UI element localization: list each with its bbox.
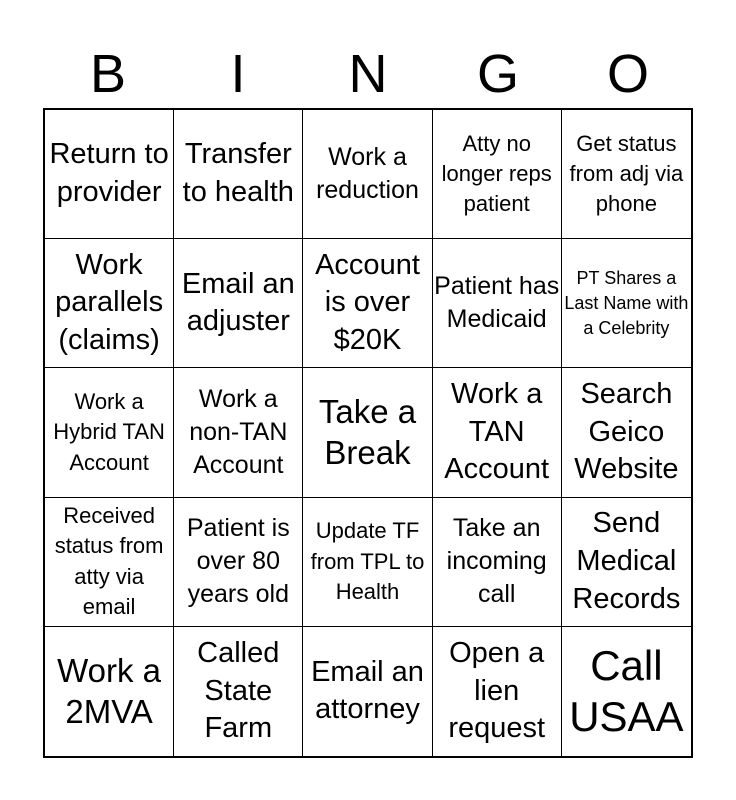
cell-text: Work a Hybrid TAN Account (53, 388, 165, 475)
header-letter-g: G (476, 44, 519, 104)
bingo-cell[interactable] (45, 110, 174, 239)
cell-text: Search Geico Website (574, 377, 679, 486)
bingo-cell[interactable] (45, 239, 174, 368)
bingo-header (43, 40, 693, 108)
cell-text: Email an adjuster (181, 267, 295, 338)
header-letter-n: N (348, 44, 388, 104)
bingo-cell[interactable] (562, 627, 691, 756)
bingo-cell[interactable] (433, 627, 562, 756)
bingo-cell[interactable] (433, 368, 562, 497)
cell-text: Take an incoming call (446, 514, 547, 609)
bingo-cell[interactable] (562, 368, 691, 497)
header-letter-i: I (230, 44, 246, 104)
cell-text: Work a reduction (316, 143, 419, 205)
bingo-cell[interactable] (562, 498, 691, 627)
cell-text: Call USAA (569, 642, 684, 741)
cell-text: Update TF from TPL to Health (310, 518, 425, 604)
cell-text: Open a lien request (448, 636, 546, 745)
cell-text: Send Medical Records (572, 507, 681, 615)
bingo-cell[interactable] (174, 627, 303, 756)
cell-text: Atty no longer reps patient (441, 130, 552, 217)
cell-text: Work parallels (claims) (55, 248, 164, 357)
bingo-cell[interactable] (303, 627, 432, 756)
bingo-cell[interactable] (45, 368, 174, 497)
bingo-cell[interactable] (174, 110, 303, 239)
bingo-cell[interactable] (174, 368, 303, 497)
bingo-board (43, 108, 693, 758)
cell-text: Account is over $20K (315, 248, 420, 357)
bingo-cell[interactable] (45, 627, 174, 756)
header-letter-b: B (89, 44, 127, 104)
cell-text: Received status from atty via email (54, 502, 164, 620)
cell-text: Email an attorney (311, 655, 424, 726)
bingo-cell[interactable] (174, 239, 303, 368)
bingo-cell[interactable] (562, 239, 691, 368)
cell-text: Patient is over 80 years old (186, 514, 290, 609)
bingo-cell free-space[interactable] (303, 368, 432, 497)
bingo-cell[interactable] (433, 239, 562, 368)
header-letter-o: O (606, 44, 649, 104)
cell-text: PT Shares a Last Name with a Celebrity (564, 268, 689, 338)
bingo-cell[interactable] (433, 110, 562, 239)
bingo-cell[interactable] (303, 498, 432, 627)
bingo-cell[interactable] (303, 110, 432, 239)
cell-text: Transfer to health (182, 138, 294, 209)
bingo-cell[interactable] (174, 498, 303, 627)
cell-text: Work a 2MVA (57, 651, 162, 731)
cell-text: Patient has Medicaid (434, 272, 560, 334)
cell-text: Work a non-TAN Account (189, 384, 288, 479)
cell-text: Return to provider (49, 138, 169, 209)
bingo-cell[interactable] (433, 498, 562, 627)
bingo-cell[interactable] (303, 239, 432, 368)
cell-text: Get status from adj via phone (569, 130, 684, 217)
bingo-cell[interactable] (562, 110, 691, 239)
cell-text: Work a TAN Account (444, 377, 550, 486)
cell-text: Take a Break (318, 392, 417, 472)
cell-text: Called State Farm (197, 636, 280, 745)
bingo-cell[interactable] (45, 498, 174, 627)
